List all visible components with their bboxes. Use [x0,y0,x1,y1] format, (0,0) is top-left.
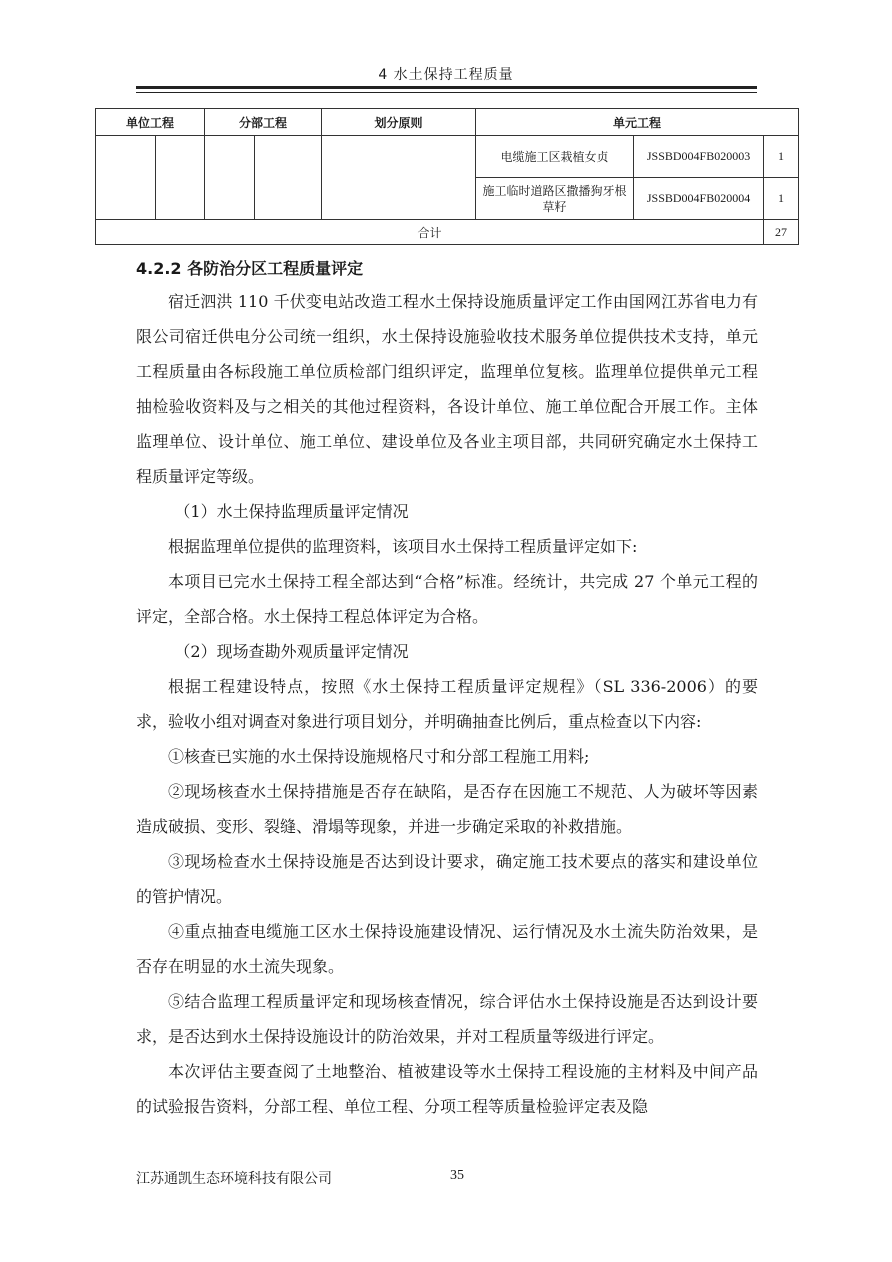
paragraph: 根据工程建设特点，按照《水土保持工程质量评定规程》（SL 336-2006）的要求，验收小组对调查对象进行项目划分，并明确抽查比例后，重点检查以下内容: [136,677,758,731]
list-item: ③现场检查水土保持设施是否达到设计要求，确定施工技术要点的落实和建设单位的管护情况。 [136,852,758,906]
paragraph: 宿迁泗洪 110 千伏变电站改造工程水土保持设施质量评定工作由国网江苏省电力有限公司宿迁供电分公司统一组织，水土保持设施验收技术服务单位提供技术支持，单元工程质量由各标段施工单位质检部门组织评定，监理单位复核。监理单位提供单元工程抽检验收资料及与之相关的其他过程资料，各设计单位、施工单位配合开展工作。主体监理单位、设计单位、施工单位、建设单位及各业主项目部，共同研究确定水土保持工程质量评定等级。 [136,292,758,486]
header-unit-project: 单位工程 [96,109,205,136]
body-text [136,284,758,1124]
unit-name-cell: 施工临时道路区撒播狗牙根草籽 [476,178,634,220]
paragraph: 本次评估主要查阅了土地整治、植被建设等水土保持工程设施的主材料及中间产品的试验报告资料，分部工程、单位工程、分项工程等质量检验评定表及隐 [136,1062,758,1116]
header-division-principle: 划分原则 [322,109,476,136]
unit-code-cell: JSSBD004FB020003 [634,136,764,178]
table-row [96,136,799,178]
list-item: ⑤结合监理工程质量评定和现场核查情况，综合评估水土保持设施是否达到设计要求，是否达到水土保持设施设计的防治效果，并对工程质量等级进行评定。 [136,992,758,1046]
unit-count-cell: 1 [764,178,799,220]
empty-cell [96,136,156,220]
unit-code-cell: JSSBD004FB020004 [634,178,764,220]
paragraph: 本项目已完水土保持工程全部达到“合格”标准。经统计，共完成 27 个单元工程的评定，全部合格。水土保持工程总体评定为合格。 [136,572,758,626]
header-sub-project: 分部工程 [205,109,322,136]
subheading-site-inspection: （2）现场查勘外观质量评定情况 [174,642,409,661]
header-rule-thin [136,92,757,93]
list-item: ②现场核查水土保持措施是否存在缺陷，是否存在因施工不规范、人为破坏等因素造成破损、变形、裂缝、滑塌等现象，并进一步确定采取的补救措施。 [136,782,758,836]
empty-cell [205,136,255,220]
empty-cell [255,136,322,220]
unit-name-cell: 电缆施工区栽植女贞 [476,136,634,178]
running-header-title: 4 水土保持工程质量 [378,67,514,83]
paragraph: 根据监理单位提供的监理资料，该项目水土保持工程质量评定如下: [168,537,638,556]
subheading-supervision-evaluation: （1）水土保持监理质量评定情况 [174,502,409,521]
header-rule-thick [136,86,757,89]
total-value-cell: 27 [764,220,799,245]
header-unit-engineering: 单元工程 [476,109,799,136]
total-label-cell: 合计 [96,220,764,245]
list-item: ④重点抽查电缆施工区水土保持设施建设情况、运行情况及水土流失防治效果，是否存在明显的水土流失现象。 [136,922,758,976]
empty-cell [322,136,476,220]
unit-engineering-table [95,108,799,245]
table-header-row [96,109,799,136]
page-number: 35 [450,1168,464,1183]
list-item: ①核查已实施的水土保持设施规格尺寸和分部工程施工用料; [168,747,590,766]
empty-cell [156,136,205,220]
section-heading: 4.2.2 各防治分区工程质量评定 [136,259,364,278]
table-total-row [96,220,799,245]
footer-company: 江苏通凯生态环境科技有限公司 [136,1171,332,1187]
unit-count-cell: 1 [764,136,799,178]
